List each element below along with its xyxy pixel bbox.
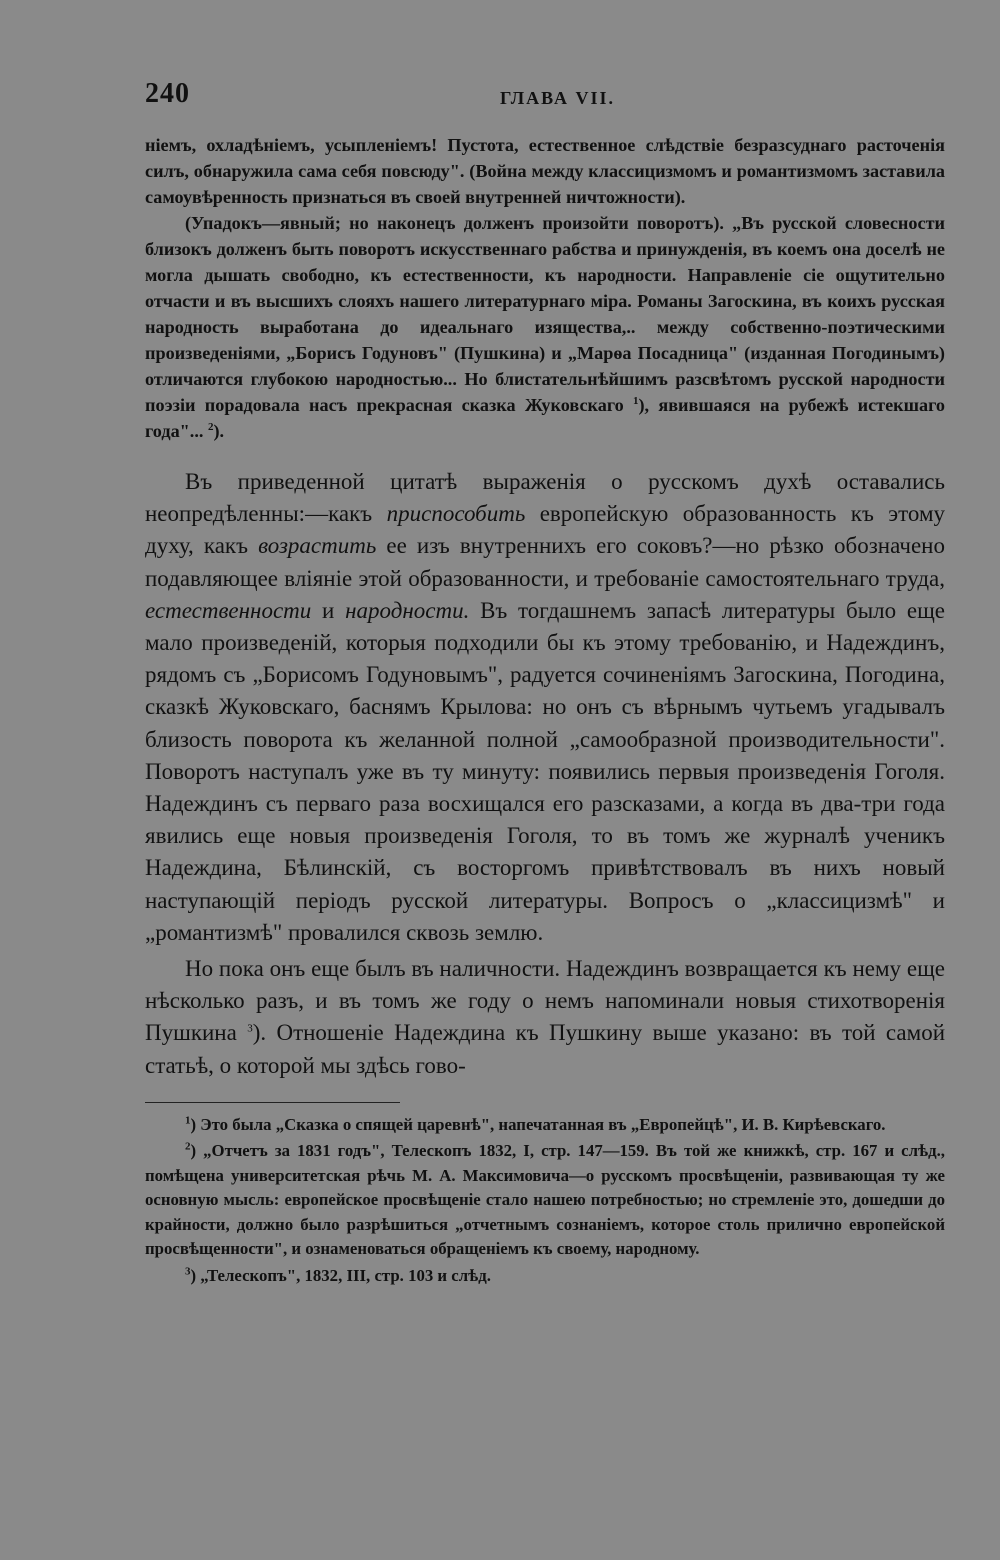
footnotes <box>145 1113 945 1289</box>
emphasis: приспособить <box>386 501 526 527</box>
footnote-divider <box>145 1102 400 1103</box>
footnote-2: $^2$) „Отчетъ за 1831 годъ", Телескопъ 1832, I, стр. 147—159. Въ той же книжкѣ, стр. 167 и слѣд., помѣщена университетская рѣчь М. А. Максимовича—о русскомъ просвѣщеніи, развивающая ту же основную мысль: европейское просвѣщеніе стало нашею потребностью; но стремленіе это, дошедши до крайности, должно было разрѣшиться „отчетнымъ сознаніемъ, которое столь прилично европейской просвѣщенности", и ознаменоваться обращеніемъ къ своему, народному. <box>145 1140 945 1259</box>
page-header <box>145 78 945 118</box>
footnote-ref-1: 1 <box>633 394 639 407</box>
main-text <box>145 466 945 1082</box>
quoted-passage <box>145 132 945 444</box>
emphasis: народности. <box>345 597 470 623</box>
footnote-3: $^3$) „Телескопъ", 1832, III, стр. 103 и слѣд. <box>185 1265 491 1285</box>
body-paragraph-1: Въ приведенной цитатѣ выраженія о русскомъ духѣ оставались неопредѣленны:—какъ приспособить европейскую образованность къ этому духу, какъ возрастить ее изъ внутреннихъ его соковъ?—но рѣзко обозначено подавляющее вліяніе этой образованности, и требованіе самостоятельнаго труда, естественности и народности. Въ тогдашнемъ запасѣ литературы было еще мало произведеній, которыя подходили бы къ этому требованію, и Надеждинъ, рядомъ съ „Борисомъ Годуновымъ", радуется сочиненіямъ Загоскина, Погодина, сказкѣ Жуковскаго, баснямъ Крылова: но онъ съ вѣрнымъ чутьемъ угадывалъ близость поворота къ желанной полной „самообразной производительности". Поворотъ наступалъ уже въ ту минуту: появились первыя произведенія Гоголя. Надеждинъ съ перваго раза восхищался его разсказами, а когда въ два-три года явились еще новыя произведенія Гоголя, то въ томъ же журналѣ ученикъ Надеждина, Бѣлинскій, съ восторгомъ привѣтствовалъ въ нихъ новый наступающій періодъ русской литературы. Вопросъ о „классицизмѣ" и „романтизмѣ" провалился сквозь землю. <box>145 469 945 945</box>
footnote-ref-2: 2 <box>207 420 214 433</box>
quote-paragraph-1: ніемъ, охладѣніемъ, усыпленіемъ! Пустота, естественное слѣдствіе безразсуднаго расточенія силъ, обнаружила сама себя повсюду". (Война между классицизмомъ и романтизмомъ заставила самоувѣренность признаться въ своей внутренней ничтожности). <box>145 135 945 207</box>
running-head: ГЛАВА VII. <box>500 88 616 108</box>
emphasis: естественности <box>145 597 312 623</box>
footnote-ref-3: 3 <box>247 1022 253 1035</box>
quote-paragraph-2: (Упадокъ—явный; но наконецъ долженъ произойти поворотъ). „Въ русской словесности близокъ долженъ быть поворотъ искусственнаго рабства и принужденія, въ коемъ она доселѣ не могла дышать свободно, къ естественности, къ народности. Направленіе сіе ощутительно отчасти и въ высшихъ слояхъ нашего литературнаго міра. Романы Загоскина, въ коихъ русская народность выработана до идеальнаго изящества,.. между собственно-поэтическими произведеніями, „Борисъ Годуновъ" (Пушкина) и „Марѳа Посадница" (изданная Погодинымъ) отличаются глубокою народностью... Но блистательнѣйшимъ разсвѣтомъ русской народности поэзіи порадовала насъ прекрасная сказка Жуковскаго $^1$), явившаяся на рубежѣ истекшаго года"... $^2$). <box>145 213 946 441</box>
body-paragraph-2: Но пока онъ еще былъ въ наличности. Надеждинъ возвращается къ нему еще нѣсколько разъ, и въ томъ же году о немъ напоминали новыя стихотворенія Пушкина $^3$). Отношеніе Надеждина къ Пушкину выше указано: въ той самой статьѣ, о которой мы здѣсь гово- <box>145 956 945 1078</box>
emphasis: возрастить <box>258 533 377 559</box>
footnote-1: $^1$) Это была „Сказка о спящей царевнѣ", напечатанная въ „Европейцѣ", И. В. Кирѣевскаго. <box>185 1114 886 1134</box>
page-number: 240 <box>145 78 190 109</box>
